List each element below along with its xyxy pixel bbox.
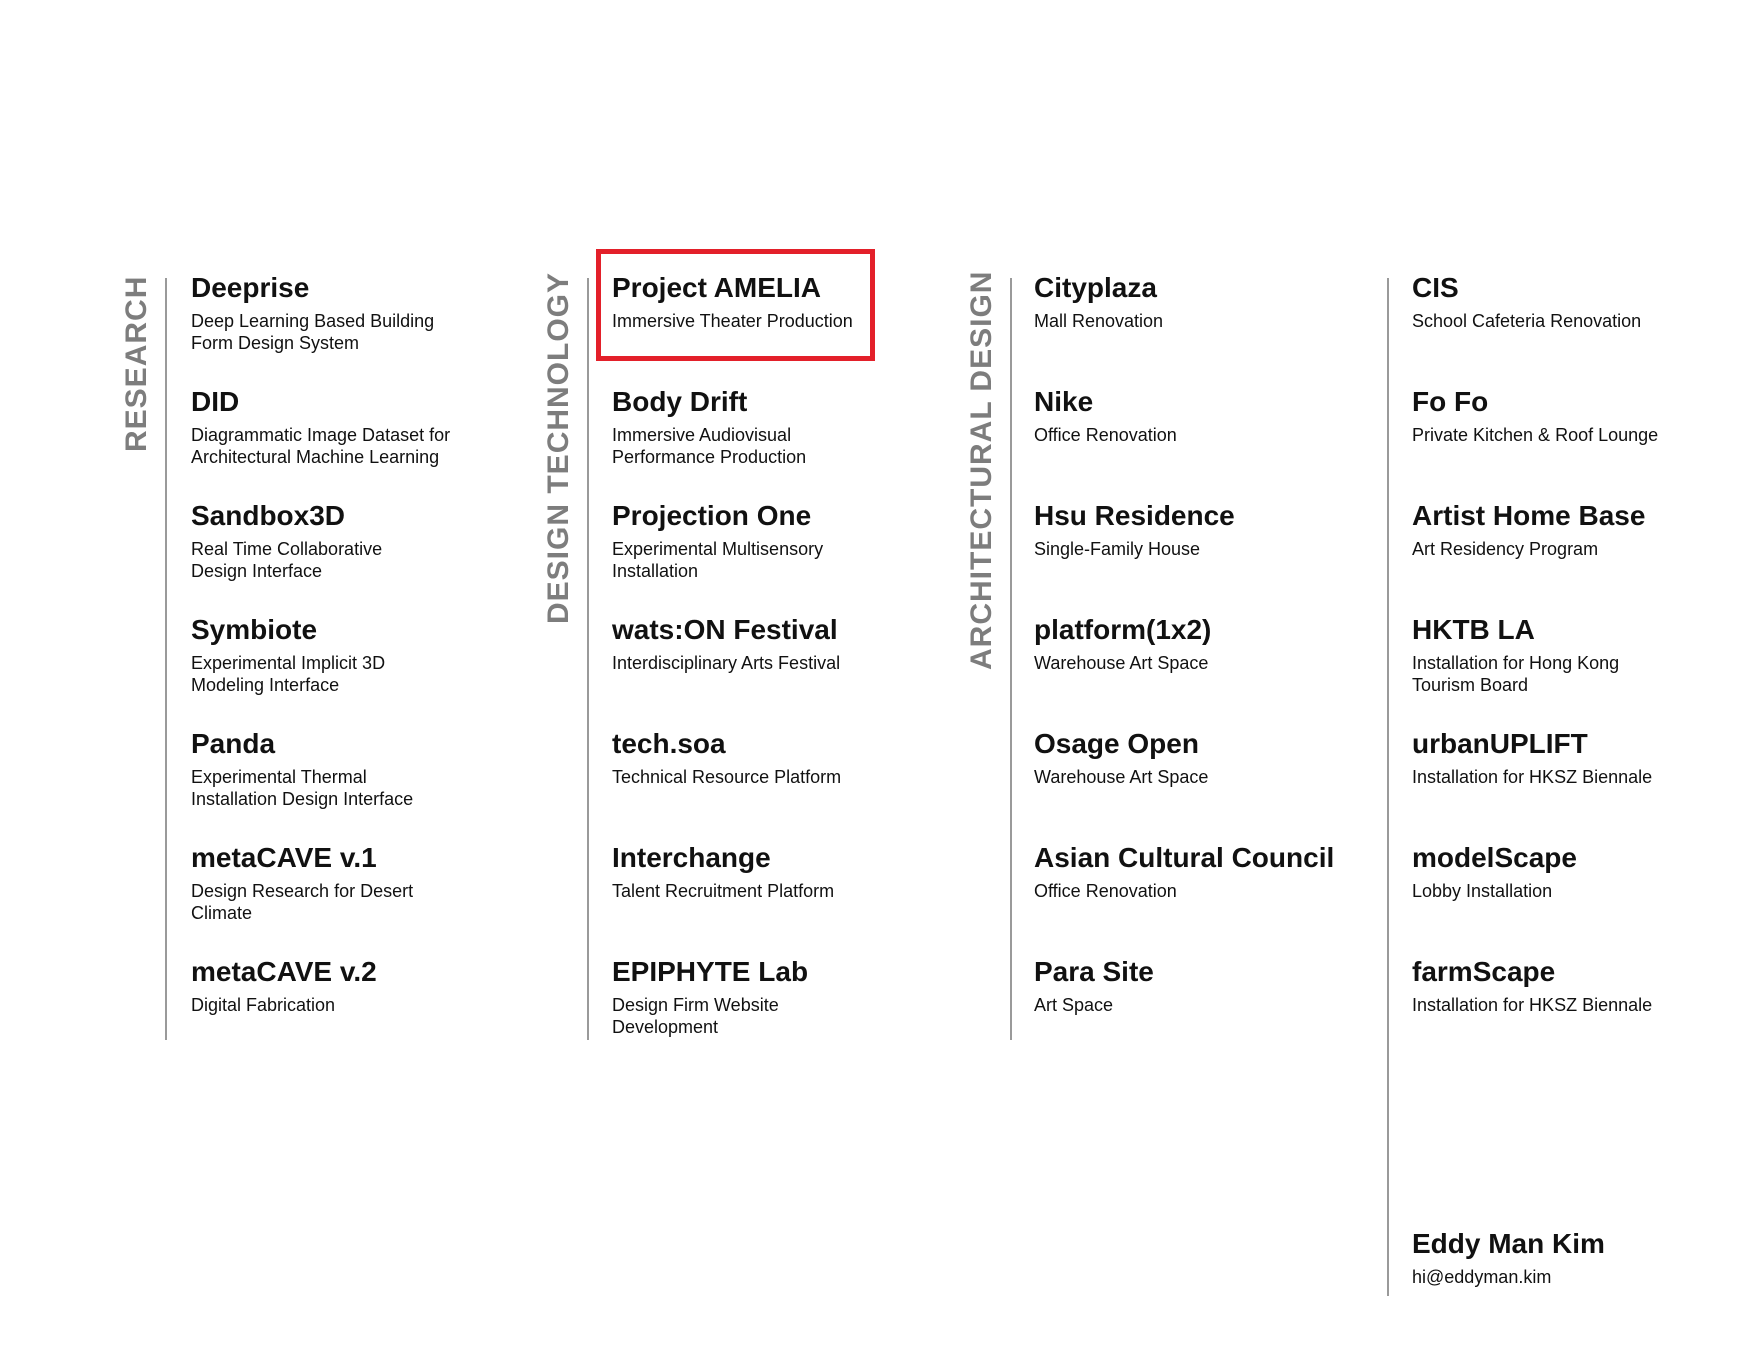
project-title[interactable]: Cityplaza <box>1034 272 1157 303</box>
project-title[interactable]: Hsu Residence <box>1034 500 1235 531</box>
project-amelia[interactable] <box>612 272 942 332</box>
project-title[interactable]: wats:ON Festival <box>612 614 838 645</box>
project-title[interactable]: Para Site <box>1034 956 1154 987</box>
project-subtitle: Mall Renovation <box>1034 311 1164 331</box>
project-subtitle: Immersive Audiovisual Performance Production <box>612 425 807 467</box>
project-title[interactable]: farmScape <box>1412 956 1556 987</box>
project-wats-on-festival[interactable] <box>612 614 942 674</box>
project-subtitle: Lobby Installation <box>1412 881 1553 901</box>
project-hsu-residence[interactable] <box>1034 500 1364 560</box>
section-label-research: RESEARCH <box>120 275 153 452</box>
project-deeprise[interactable] <box>191 272 521 354</box>
project-subtitle: Installation for Hong Kong Tourism Board <box>1412 653 1620 695</box>
project-subtitle: Diagrammatic Image Dataset for Architectural Machine Learning <box>191 425 451 467</box>
project-subtitle: Design Research for Desert Climate <box>191 881 414 923</box>
project-subtitle: Talent Recruitment Platform <box>612 881 835 901</box>
project-title[interactable]: CIS <box>1412 272 1459 303</box>
project-title[interactable]: platform(1x2) <box>1034 614 1212 645</box>
project-symbiote[interactable] <box>191 614 521 696</box>
project-title[interactable]: Projection One <box>612 500 812 531</box>
project-projection-one[interactable] <box>612 500 942 582</box>
project-artist-home-base[interactable] <box>1412 500 1742 560</box>
project-title[interactable]: urbanUPLIFT <box>1412 728 1588 759</box>
project-subtitle: Installation for HKSZ Biennale <box>1412 995 1653 1015</box>
project-title[interactable]: Interchange <box>612 842 771 873</box>
project-tech-soa[interactable] <box>612 728 942 788</box>
project-subtitle: Art Residency Program <box>1412 539 1599 559</box>
project-title[interactable]: metaCAVE v.1 <box>191 842 377 873</box>
project-osage-open[interactable] <box>1034 728 1364 788</box>
project-panda[interactable] <box>191 728 521 810</box>
project-title[interactable]: Fo Fo <box>1412 386 1489 417</box>
contact-email-link[interactable]: hi@eddyman.kim <box>1412 1267 1552 1287</box>
project-interchange[interactable] <box>612 842 942 902</box>
project-title[interactable]: HKTB LA <box>1412 614 1535 645</box>
project-body-drift[interactable] <box>612 386 942 468</box>
project-modelscape[interactable] <box>1412 842 1742 902</box>
project-sandbox3d[interactable] <box>191 500 521 582</box>
project-subtitle: Art Space <box>1034 995 1114 1015</box>
project-cis[interactable] <box>1412 272 1742 332</box>
project-subtitle: Design Firm Website Development <box>612 995 779 1037</box>
project-subtitle: School Cafeteria Renovation <box>1412 311 1642 331</box>
contact-block <box>1412 1228 1742 1288</box>
project-hktb-la[interactable] <box>1412 614 1742 696</box>
project-title[interactable]: modelScape <box>1412 842 1577 873</box>
project-subtitle: Digital Fabrication <box>191 995 336 1015</box>
project-metacave-v2[interactable] <box>191 956 521 1016</box>
project-did[interactable] <box>191 386 521 468</box>
project-subtitle: Real Time Collaborative Design Interface <box>191 539 383 581</box>
project-title[interactable]: tech.soa <box>612 728 726 759</box>
project-title[interactable]: Project AMELIA <box>612 272 821 303</box>
project-subtitle: Deep Learning Based Building Form Design System <box>191 311 435 353</box>
project-title[interactable]: Body Drift <box>612 386 748 417</box>
project-subtitle: Installation for HKSZ Biennale <box>1412 767 1653 787</box>
project-fo-fo[interactable] <box>1412 386 1742 446</box>
project-platform-1x2[interactable] <box>1034 614 1364 674</box>
project-para-site[interactable] <box>1034 956 1364 1016</box>
project-subtitle: Warehouse Art Space <box>1034 653 1209 673</box>
project-title[interactable]: Deeprise <box>191 272 310 303</box>
project-nike[interactable] <box>1034 386 1364 446</box>
project-subtitle: Experimental Multisensory Installation <box>612 539 824 581</box>
divider-design-technology <box>587 278 589 1040</box>
project-title[interactable]: metaCAVE v.2 <box>191 956 377 987</box>
project-title[interactable]: Artist Home Base <box>1412 500 1646 531</box>
project-title[interactable]: Symbiote <box>191 614 318 645</box>
project-subtitle: Office Renovation <box>1034 881 1177 901</box>
project-subtitle: Office Renovation <box>1034 425 1177 445</box>
project-subtitle: Immersive Theater Production <box>612 311 853 331</box>
project-subtitle: Experimental Implicit 3D Modeling Interface <box>191 653 386 695</box>
divider-research <box>165 278 167 1040</box>
project-cityplaza[interactable] <box>1034 272 1364 332</box>
project-title[interactable]: Panda <box>191 728 276 759</box>
project-title[interactable]: Asian Cultural Council <box>1034 842 1335 873</box>
project-subtitle: Warehouse Art Space <box>1034 767 1209 787</box>
project-title[interactable]: EPIPHYTE Lab <box>612 956 809 987</box>
project-subtitle: Experimental Thermal Installation Design Interface <box>191 767 414 809</box>
project-subtitle: Interdisciplinary Arts Festival <box>612 653 841 673</box>
project-metacave-v1[interactable] <box>191 842 521 924</box>
project-epiphyte-lab[interactable] <box>612 956 942 1038</box>
project-title[interactable]: Nike <box>1034 386 1094 417</box>
project-subtitle: Technical Resource Platform <box>612 767 842 787</box>
section-label-design-technology: DESIGN TECHNOLOGY <box>542 271 575 624</box>
project-urbanuplift[interactable] <box>1412 728 1742 788</box>
project-asian-cultural-council[interactable] <box>1034 842 1364 902</box>
project-farmscape[interactable] <box>1412 956 1742 1016</box>
project-subtitle: Private Kitchen & Roof Lounge <box>1412 425 1659 445</box>
section-label-architectural-design: ARCHITECTURAL DESIGN <box>965 270 998 670</box>
contact-name: Eddy Man Kim <box>1412 1228 1605 1259</box>
project-title[interactable]: Osage Open <box>1034 728 1199 759</box>
project-subtitle: Single-Family House <box>1034 539 1201 559</box>
project-title[interactable]: Sandbox3D <box>191 500 346 531</box>
divider-architectural-design <box>1010 278 1012 1040</box>
project-title[interactable]: DID <box>191 386 240 417</box>
divider-column-four <box>1387 278 1389 1296</box>
